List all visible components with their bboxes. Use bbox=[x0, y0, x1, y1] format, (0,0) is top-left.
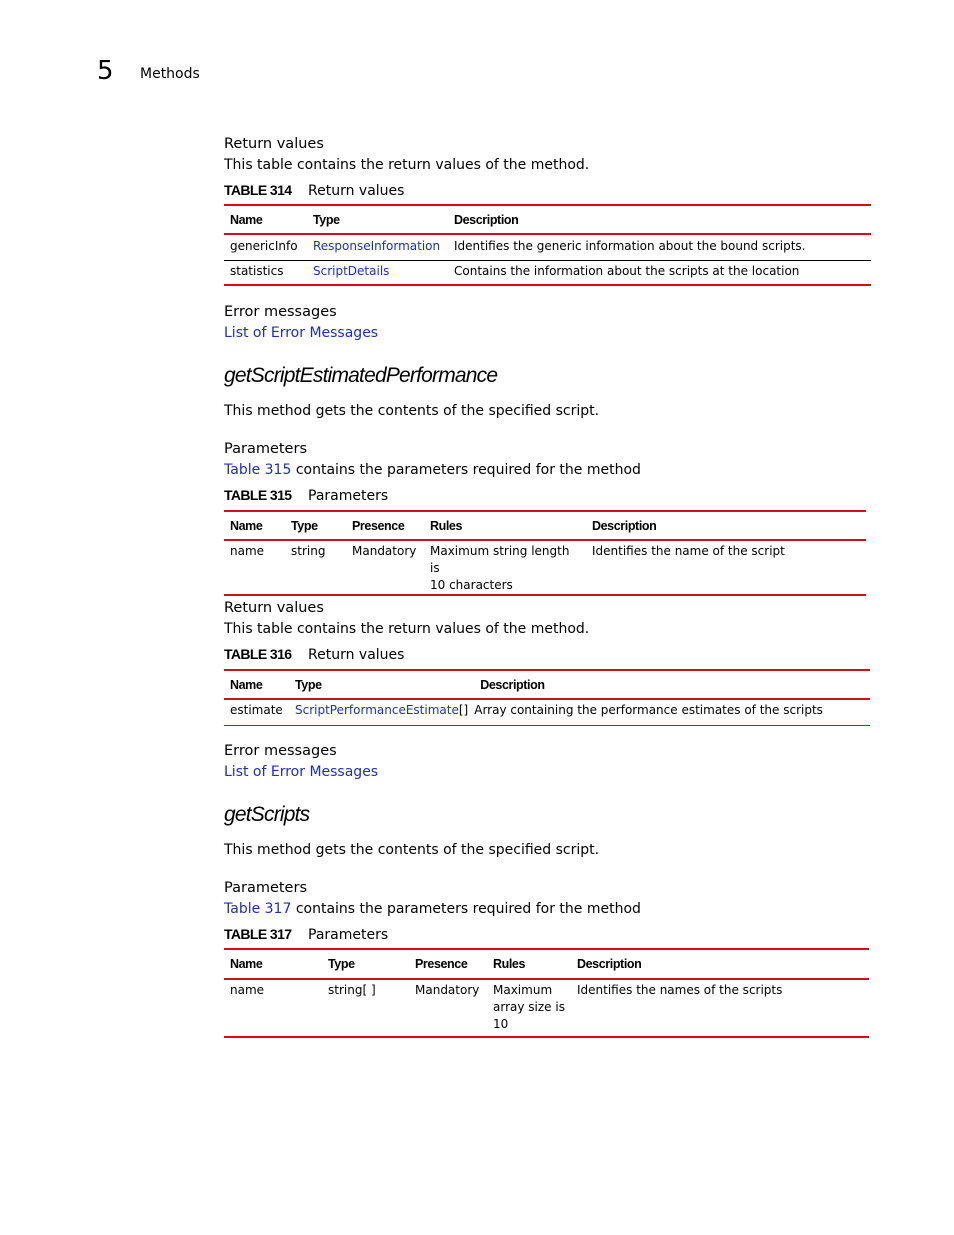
type-suffix: [] bbox=[458, 703, 469, 717]
table-number: TABLE 317 bbox=[224, 926, 292, 942]
rules-line: Maximum string length is bbox=[430, 544, 570, 575]
table-row bbox=[224, 260, 871, 285]
cell-name: statistics bbox=[230, 263, 284, 278]
method-description: This method gets the contents of the specified script. bbox=[224, 842, 600, 858]
column-header: Type bbox=[328, 957, 355, 971]
table-row bbox=[224, 540, 866, 595]
chapter-title: Methods bbox=[140, 66, 200, 82]
table-row bbox=[224, 699, 870, 725]
parameters-intro bbox=[224, 462, 641, 478]
error-messages-link[interactable]: List of Error Messages bbox=[224, 764, 379, 780]
return-values-heading: Return values bbox=[224, 136, 324, 152]
table-caption bbox=[224, 926, 388, 943]
cell-description: Identifies the names of the scripts bbox=[577, 983, 783, 997]
column-header: Rules bbox=[493, 957, 526, 971]
parameters-intro bbox=[224, 901, 641, 917]
column-header: Description bbox=[454, 212, 519, 227]
column-header: Name bbox=[230, 518, 263, 533]
type-link[interactable]: ScriptPerformanceEstimate bbox=[295, 703, 459, 717]
cell-type: string bbox=[291, 544, 326, 558]
error-messages-heading: Error messages bbox=[224, 304, 337, 320]
table-row bbox=[224, 234, 871, 260]
parameters-intro-text: contains the parameters required for the method bbox=[291, 901, 641, 917]
cell-description: Array containing the performance estimates of the scripts bbox=[474, 703, 823, 717]
method-title: getScripts bbox=[224, 803, 310, 826]
table-ref-link[interactable]: Table 315 bbox=[224, 462, 292, 478]
column-header: Type bbox=[313, 212, 340, 227]
table-caption-text: Return values bbox=[308, 647, 405, 663]
column-header: Name bbox=[230, 212, 263, 227]
cell-rules bbox=[424, 540, 586, 595]
table-315 bbox=[224, 510, 866, 596]
table-number: TABLE 315 bbox=[224, 487, 292, 503]
parameters-heading: Parameters bbox=[224, 880, 307, 896]
return-values-heading: Return values bbox=[224, 600, 324, 616]
table-caption bbox=[224, 646, 404, 663]
table-317 bbox=[224, 948, 869, 1038]
table-caption-text: Parameters bbox=[308, 488, 389, 504]
table-caption bbox=[224, 182, 404, 199]
column-header: Rules bbox=[430, 518, 463, 533]
column-header: Presence bbox=[352, 518, 405, 533]
type-link[interactable]: ResponseInformation bbox=[313, 239, 441, 253]
table-number: TABLE 314 bbox=[224, 182, 292, 198]
column-header: Description bbox=[480, 677, 545, 692]
method-description: This method gets the contents of the specified script. bbox=[224, 403, 600, 419]
column-header: Name bbox=[230, 957, 263, 971]
table-316 bbox=[224, 669, 870, 726]
cell-name: genericInfo bbox=[230, 239, 298, 253]
table-ref-link[interactable]: Table 317 bbox=[224, 901, 292, 917]
return-values-intro: This table contains the return values of the method. bbox=[224, 157, 590, 173]
parameters-intro-text: contains the parameters required for the method bbox=[291, 462, 641, 478]
cell-description: Contains the information about the scripts at the location bbox=[454, 263, 800, 278]
cell-rules bbox=[487, 979, 571, 1037]
cell-name: name bbox=[230, 544, 265, 558]
method-title: getScriptEstimatedPerformance bbox=[224, 364, 498, 387]
column-header: Type bbox=[291, 518, 318, 533]
column-header: Presence bbox=[415, 957, 468, 971]
cell-description: Identifies the name of the script bbox=[592, 544, 785, 558]
table-row bbox=[224, 979, 869, 1037]
column-header: Description bbox=[577, 957, 642, 971]
cell-type: string[ ] bbox=[328, 983, 376, 997]
column-header: Type bbox=[295, 677, 322, 692]
rules-line: 10 characters bbox=[430, 578, 513, 592]
cell-name: estimate bbox=[230, 703, 283, 717]
table-caption-text: Parameters bbox=[308, 927, 389, 943]
return-values-intro: This table contains the return values of the method. bbox=[224, 621, 590, 637]
type-link[interactable]: ScriptDetails bbox=[313, 263, 390, 278]
column-header: Description bbox=[592, 518, 657, 533]
table-caption-text: Return values bbox=[308, 183, 405, 199]
chapter-number: 5 bbox=[97, 56, 114, 86]
rules-line: 10 bbox=[493, 1017, 509, 1031]
error-messages-heading: Error messages bbox=[224, 743, 337, 759]
cell-presence: Mandatory bbox=[352, 544, 417, 558]
cell-presence: Mandatory bbox=[415, 983, 480, 997]
rules-line: array size is bbox=[493, 1000, 565, 1014]
cell-name: name bbox=[230, 983, 265, 997]
parameters-heading: Parameters bbox=[224, 441, 307, 457]
table-caption bbox=[224, 487, 388, 504]
rules-line: Maximum bbox=[493, 983, 553, 997]
table-314 bbox=[224, 204, 871, 286]
column-header: Name bbox=[230, 677, 263, 692]
error-messages-link[interactable]: List of Error Messages bbox=[224, 325, 379, 341]
cell-description: Identifies the generic information about the bound scripts. bbox=[454, 239, 806, 253]
table-number: TABLE 316 bbox=[224, 646, 292, 662]
